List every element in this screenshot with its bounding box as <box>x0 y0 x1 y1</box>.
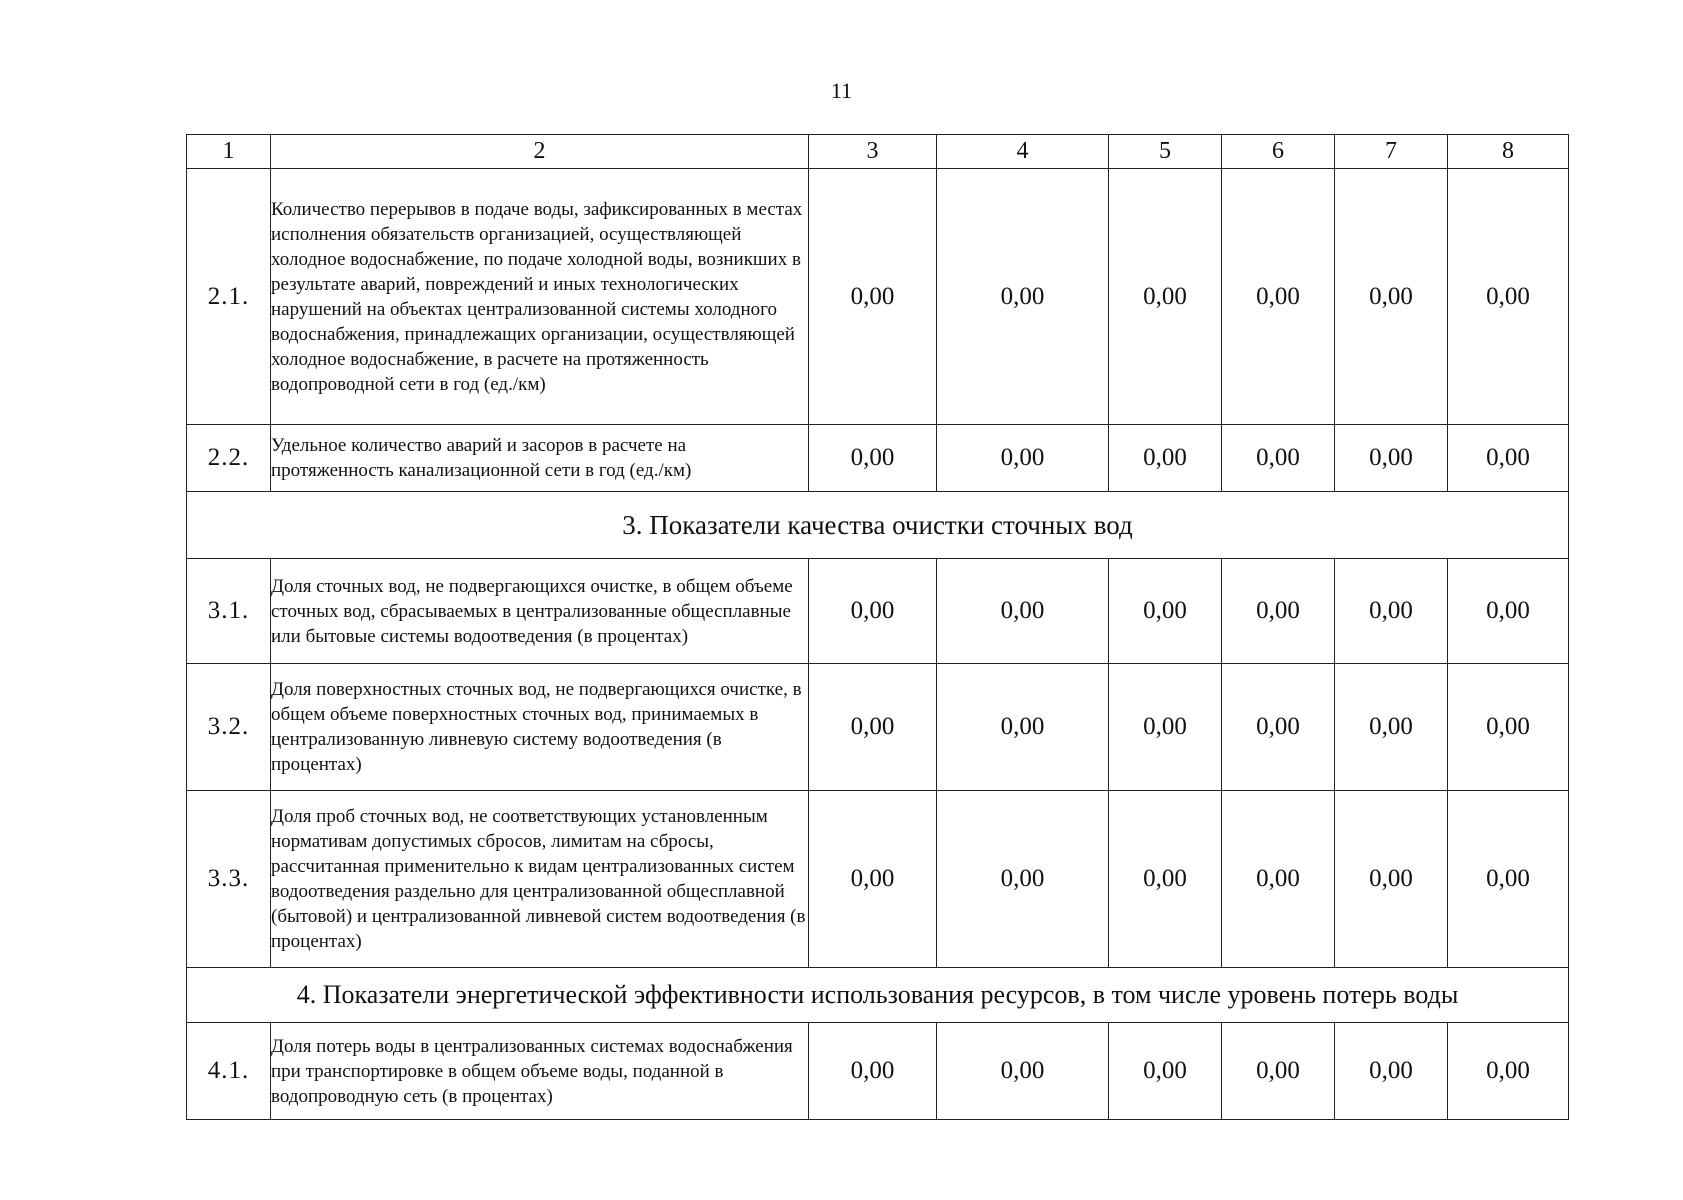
row-description: Количество перерывов в подаче воды, зафиксированных в местах исполнения обязательств организацией, осуществляющей холодное водоснабжение, по подаче холодной воды, возникших в результате аварий, повреждений и иных технологических нарушений на объектах централизованной системы холодного водоснабжения, принадлежащих организации, осуществляющей холодное водоснабжение, в расчете на протяженность водопроводной сети в год (ед./км) <box>271 169 809 425</box>
value-cell: 0,00 <box>1335 1023 1448 1120</box>
value-cell: 0,00 <box>937 169 1109 425</box>
header-row <box>187 135 1569 169</box>
value-cell: 0,00 <box>809 559 937 664</box>
header-cell: 5 <box>1109 135 1222 169</box>
row-number: 4.1. <box>187 1023 271 1120</box>
value-cell: 0,00 <box>1222 664 1335 791</box>
value-cell: 0,00 <box>937 425 1109 492</box>
value-cell: 0,00 <box>1448 1023 1569 1120</box>
value-cell: 0,00 <box>1335 559 1448 664</box>
value-cell: 0,00 <box>1222 1023 1335 1120</box>
value-cell: 0,00 <box>1448 559 1569 664</box>
header-cell: 3 <box>809 135 937 169</box>
row-number: 2.1. <box>187 169 271 425</box>
row-description: Доля проб сточных вод, не соответствующих установленным нормативам допустимых сбросов, лимитам на сбросы, рассчитанная применительно к видам централизованных систем водоотведения раздельно для централизованной общесплавной (бытовой) и централизованной ливневой систем водоотведения (в процентах) <box>271 791 809 968</box>
value-cell: 0,00 <box>1335 169 1448 425</box>
value-cell: 0,00 <box>809 169 937 425</box>
value-cell: 0,00 <box>937 1023 1109 1120</box>
table-row <box>187 425 1569 492</box>
header-cell: 6 <box>1222 135 1335 169</box>
value-cell: 0,00 <box>1335 664 1448 791</box>
value-cell: 0,00 <box>1222 169 1335 425</box>
row-description: Доля поверхностных сточных вод, не подвергающихся очистке, в общем объеме поверхностных сточных вод, принимаемых в централизованную ливневую систему водоотведения (в процентах) <box>271 664 809 791</box>
page-number: 11 <box>830 78 853 103</box>
value-cell: 0,00 <box>1335 425 1448 492</box>
table-row <box>187 1023 1569 1120</box>
row-number: 3.3. <box>187 791 271 968</box>
value-cell: 0,00 <box>1222 559 1335 664</box>
row-description: Доля сточных вод, не подвергающихся очистке, в общем объеме сточных вод, сбрасываемых в централизованные общесплавные или бытовые системы водоотведения (в процентах) <box>271 559 809 664</box>
header-cell: 8 <box>1448 135 1569 169</box>
value-cell: 0,00 <box>809 1023 937 1120</box>
value-cell: 0,00 <box>1448 664 1569 791</box>
row-description: Доля потерь воды в централизованных системах водоснабжения при транспортировке в общем объеме воды, поданной в водопроводную сеть (в процентах) <box>271 1023 809 1120</box>
value-cell: 0,00 <box>1448 169 1569 425</box>
value-cell: 0,00 <box>1109 791 1222 968</box>
row-number: 3.2. <box>187 664 271 791</box>
value-cell: 0,00 <box>937 664 1109 791</box>
header-cell: 7 <box>1335 135 1448 169</box>
value-cell: 0,00 <box>1109 664 1222 791</box>
value-cell: 0,00 <box>809 425 937 492</box>
value-cell: 0,00 <box>1222 791 1335 968</box>
header-cell: 4 <box>937 135 1109 169</box>
value-cell: 0,00 <box>1222 425 1335 492</box>
value-cell: 0,00 <box>1109 425 1222 492</box>
table-row <box>187 664 1569 791</box>
value-cell: 0,00 <box>809 791 937 968</box>
indicators-table <box>186 134 1569 1120</box>
table-row <box>187 169 1569 425</box>
table-row <box>187 559 1569 664</box>
section-row <box>187 492 1569 559</box>
row-description: Удельное количество аварий и засоров в расчете на протяженность канализационной сети в год (ед./км) <box>271 425 809 492</box>
section-3-heading: 3. Показатели качества очистки сточных вод <box>187 492 1569 559</box>
header-cell: 1 <box>187 135 271 169</box>
value-cell: 0,00 <box>1335 791 1448 968</box>
section-row <box>187 968 1569 1023</box>
value-cell: 0,00 <box>1109 1023 1222 1120</box>
row-number: 3.1. <box>187 559 271 664</box>
value-cell: 0,00 <box>1109 559 1222 664</box>
value-cell: 0,00 <box>1448 791 1569 968</box>
value-cell: 0,00 <box>809 664 937 791</box>
value-cell: 0,00 <box>937 791 1109 968</box>
row-number: 2.2. <box>187 425 271 492</box>
section-4-heading: 4. Показатели энергетической эффективности использования ресурсов, в том числе уровень потерь воды <box>187 968 1569 1023</box>
value-cell: 0,00 <box>1109 169 1222 425</box>
table-row <box>187 791 1569 968</box>
value-cell: 0,00 <box>937 559 1109 664</box>
header-cell: 2 <box>271 135 809 169</box>
value-cell: 0,00 <box>1448 425 1569 492</box>
